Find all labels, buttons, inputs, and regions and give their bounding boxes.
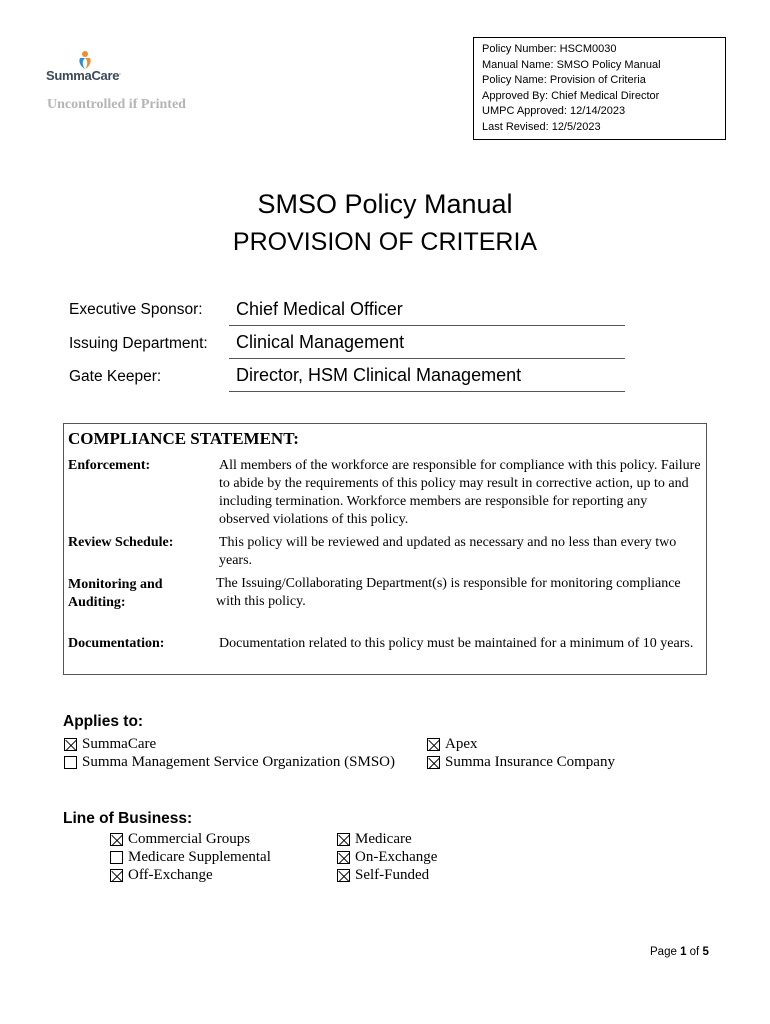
last-revised: Last Revised: 12/5/2023 (482, 120, 601, 133)
lob-commercial-groups[interactable] (110, 830, 250, 848)
summacare-logo-mark-icon (76, 50, 94, 70)
lob-on-exchange[interactable] (337, 848, 437, 866)
applies-to-heading: Applies to: (63, 713, 144, 730)
lob-commercial-groups-label: Commercial Groups (128, 831, 251, 847)
checkbox-unchecked-icon[interactable] (64, 756, 77, 769)
summacare-logo (46, 50, 146, 84)
page-number: Page 1 of 5 (650, 946, 709, 958)
gate-keeper-underline (229, 391, 625, 392)
checkbox-checked-icon[interactable] (110, 869, 123, 882)
manual-title: SMSO Policy Manual (257, 189, 513, 219)
lob-off-exchange[interactable] (110, 866, 213, 884)
umpc-approved: UMPC Approved: 12/14/2023 (482, 105, 626, 118)
department-underline (229, 358, 625, 359)
policy-info-box (473, 37, 726, 140)
policy-title: PROVISION OF CRITERIA (232, 228, 538, 256)
checkbox-checked-icon[interactable] (427, 738, 440, 751)
review-schedule-label: Review Schedule: (68, 535, 174, 550)
checkbox-checked-icon[interactable] (427, 756, 440, 769)
lob-on-exchange-label: On-Exchange (355, 849, 438, 865)
lob-medicare-supplemental[interactable] (110, 848, 271, 866)
lob-medicare-supplemental-label: Medicare Supplemental (128, 849, 271, 865)
checkbox-checked-icon[interactable] (337, 833, 350, 846)
issuing-department-label: Issuing Department: (69, 335, 208, 352)
policy-name: Policy Name: Provision of Criteria (482, 74, 646, 87)
review-schedule-text: This policy will be reviewed and updated as necessary and no less than every two years. (219, 535, 677, 568)
applies-smso[interactable] (64, 753, 395, 771)
monitoring-auditing-label: Monitoring and Auditing: (68, 577, 163, 610)
policy-number: Policy Number: HSCM0030 (482, 43, 617, 55)
enforcement-text: All members of the workforce are responsible for compliance with this policy. Failure to abide by the requirements of this policy may result in corrective action, up to and including termination. Workforce members are responsible for reporting any observed violations of this policy. (219, 458, 701, 527)
lob-medicare[interactable] (337, 830, 412, 848)
checkbox-checked-icon[interactable] (337, 851, 350, 864)
checkbox-unchecked-icon[interactable] (110, 851, 123, 864)
line-of-business-heading: Line of Business: (63, 810, 193, 827)
uncontrolled-notice: Uncontrolled if Printed (47, 97, 186, 112)
checkbox-checked-icon[interactable] (110, 833, 123, 846)
applies-summacare[interactable] (64, 735, 156, 753)
monitoring-auditing-text: The Issuing/Collaborating Department(s) is responsible for monitoring compliance with this policy. (216, 576, 681, 609)
lob-medicare-label: Medicare (355, 831, 412, 847)
applies-summa-insurance[interactable] (427, 753, 615, 771)
executive-sponsor-value: Chief Medical Officer (236, 299, 403, 319)
executive-sponsor-label: Executive Sponsor: (69, 301, 203, 318)
applies-apex[interactable] (427, 735, 478, 753)
applies-apex-label: Apex (445, 736, 478, 752)
gate-keeper-label: Gate Keeper: (69, 368, 162, 385)
documentation-label: Documentation: (68, 636, 165, 651)
checkbox-checked-icon[interactable] (337, 869, 350, 882)
lob-self-funded[interactable] (337, 866, 429, 884)
logo-wordmark: SummaCare. (46, 68, 121, 83)
gate-keeper-value: Director, HSM Clinical Management (236, 365, 522, 385)
lob-off-exchange-label: Off-Exchange (128, 867, 213, 883)
applies-summa-insurance-label: Summa Insurance Company (445, 754, 615, 770)
applies-summacare-label: SummaCare (82, 736, 157, 752)
applies-smso-label: Summa Management Service Organization (SMSO) (82, 754, 395, 770)
issuing-department-value: Clinical Management (236, 332, 405, 352)
sponsor-underline (229, 325, 625, 326)
lob-self-funded-label: Self-Funded (355, 867, 430, 883)
compliance-title: COMPLIANCE STATEMENT: (68, 429, 299, 448)
manual-name: Manual Name: SMSO Policy Manual (482, 58, 661, 71)
checkbox-checked-icon[interactable] (64, 738, 77, 751)
approved-by: Approved By: Chief Medical Director (482, 89, 660, 102)
documentation-text: Documentation related to this policy must be maintained for a minimum of 10 years. (219, 636, 694, 651)
enforcement-label: Enforcement: (68, 458, 151, 473)
